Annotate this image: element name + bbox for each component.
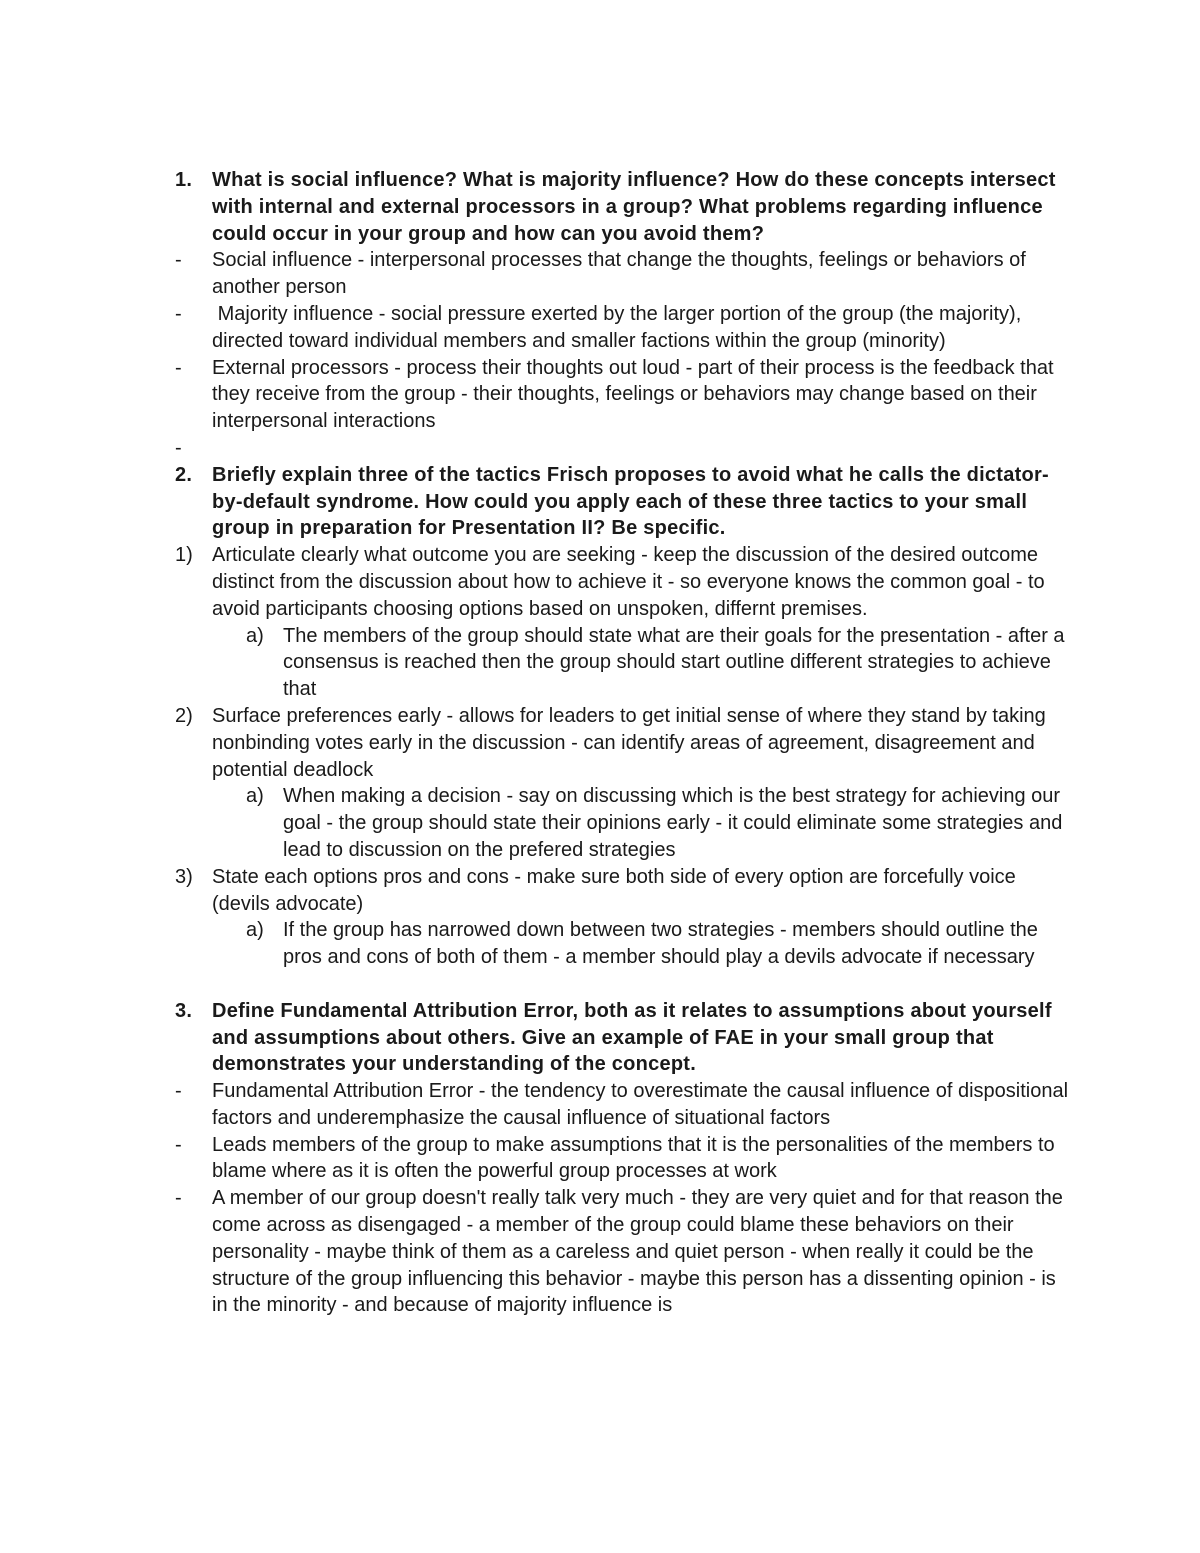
tactic-item xyxy=(0,542,1200,622)
dash-marker: - xyxy=(175,1080,182,1103)
question-number: 2. xyxy=(175,463,193,486)
bullet-text: A member of our group doesn't really talk very much - they are very quiet and for that reason the come across as disengaged - a member of the group could blame these behaviors on their personality - maybe think of them as a careless and quiet person - when really it could be the structure of the group influencing this behavior - maybe this person has a dissenting opinion - is in the minority - and because of majority influence is xyxy=(212,1187,1063,1317)
sub-letter: a) xyxy=(246,919,264,942)
bullet-text: Leads members of the group to make assumptions that it is the personalities of the members to blame where as it is often the powerful group processes at work xyxy=(212,1133,1055,1183)
dash-marker: - xyxy=(175,1133,182,1156)
bullet-item xyxy=(0,247,1200,301)
bullet-text: Majority influence - social pressure exerted by the larger portion of the group (the majority), directed toward individual members and smaller factions within the group (minority) xyxy=(212,302,1027,352)
blank-line xyxy=(0,971,1200,998)
tactic-application xyxy=(0,623,1200,703)
question-number: 3. xyxy=(175,999,193,1022)
application-text: The members of the group should state what are their goals for the presentation - after a consensus is reached then the group should start outline different strategies to achieve that xyxy=(283,624,1065,701)
question-text: What is social influence? What is majority influence? How do these concepts intersect with internal and external processors in a group? What problems regarding influence could occur in your group and how can you avoid them? xyxy=(212,169,1056,245)
tactic-number: 3) xyxy=(175,865,193,888)
tactic-number: 2) xyxy=(175,704,193,727)
dash-marker: - xyxy=(175,249,182,272)
bullet-text: External processors - process their thoughts out loud - part of their process is the feedback that they receive from the group - their thoughts, feelings or behaviors may change based on their interpersonal interactions xyxy=(212,356,1054,433)
application-text: If the group has narrowed down between two strategies - members should outline the pros and cons of both of them - a member should play a devils advocate if necessary xyxy=(283,919,1038,969)
tactic-item xyxy=(0,864,1200,918)
bullet-item xyxy=(0,355,1200,435)
sub-letter: a) xyxy=(246,624,264,647)
bullet-item-empty xyxy=(0,435,1200,462)
bullet-item xyxy=(0,1185,1200,1319)
question-1 xyxy=(0,167,1200,247)
sub-letter: a) xyxy=(246,785,264,808)
document-page xyxy=(0,167,1200,1319)
question-2 xyxy=(0,462,1200,542)
tactic-application xyxy=(0,783,1200,863)
question-text: Define Fundamental Attribution Error, both as it relates to assumptions about yourself and assumptions about others. Give an example of FAE in your small group that demonstrates your understanding of the concept. xyxy=(212,999,1052,1076)
bullet-text: Fundamental Attribution Error - the tendency to overestimate the causal influence of dispositional factors and underemphasize the causal influence of situational factors xyxy=(212,1080,1069,1129)
question-number: 1. xyxy=(175,169,193,191)
question-3 xyxy=(0,998,1200,1078)
tactic-text: State each options pros and cons - make sure both side of every option are forcefully voice (devils advocate) xyxy=(212,865,1016,915)
dash-marker: - xyxy=(175,1187,182,1210)
tactic-application xyxy=(0,917,1200,971)
bullet-text: Social influence - interpersonal processes that change the thoughts, feelings or behaviors of another person xyxy=(212,249,1026,299)
bullet-item xyxy=(0,301,1200,355)
tactic-text: Surface preferences early - allows for leaders to get initial sense of where they stand by taking nonbinding votes early in the discussion - can identify areas of agreement, disagreement and potential deadlock xyxy=(212,704,1046,781)
tactic-item xyxy=(0,703,1200,783)
dash-marker: - xyxy=(175,436,182,459)
tactic-number: 1) xyxy=(175,544,193,567)
tactic-text: Articulate clearly what outcome you are seeking - keep the discussion of the desired outcome distinct from the discussion about how to achieve it - so everyone knows the common goal - to avoid participants choosing options based on unspoken, differnt premises. xyxy=(212,544,1045,620)
bullet-item xyxy=(0,1078,1200,1132)
bullet-item xyxy=(0,1132,1200,1186)
question-text: Briefly explain three of the tactics Frisch proposes to avoid what he calls the dictator-by-default syndrome. How could you apply each of these three tactics to your small group in preparation for Presentation II? Be specific. xyxy=(212,463,1049,540)
dash-marker: - xyxy=(175,302,182,325)
application-text: When making a decision - say on discussing which is the best strategy for achieving our goal - the group should state their opinions early - it could eliminate some strategies and lead to discussion on the prefered strategies xyxy=(283,785,1063,861)
dash-marker: - xyxy=(175,356,182,379)
